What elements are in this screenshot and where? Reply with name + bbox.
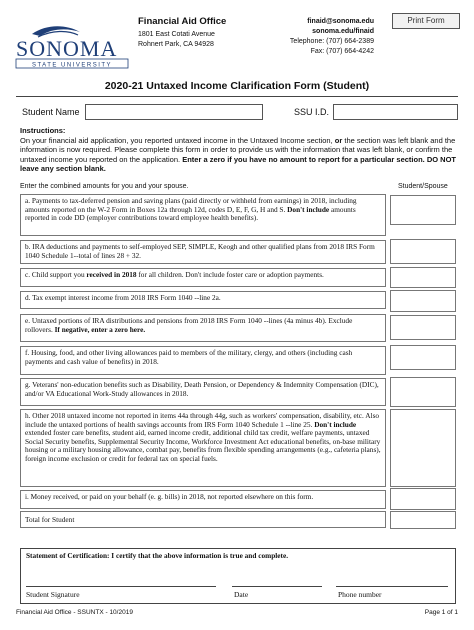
ssu-id-label: SSU I.D. — [294, 107, 330, 117]
item-e: e. Untaxed portions of IRA distributions and pensions from 2018 IRS Form 1040 --lines (4a minus 4b). Exclude rollovers. If negative, enter a zero here. — [20, 314, 386, 342]
telephone: Telephone: (707) 664-2389 — [289, 38, 374, 45]
amount-input-c[interactable] — [390, 267, 456, 288]
student-name-label: Student Name — [22, 107, 80, 117]
phone-line[interactable] — [336, 586, 448, 587]
fax: Fax: (707) 664-4242 — [310, 48, 374, 55]
svg-text:SONOMA: SONOMA — [16, 36, 118, 61]
amount-total[interactable] — [390, 511, 456, 529]
item-f: f. Housing, food, and other living allowances paid to members of the military, clergy, and others (including cash payments and cash value of benefits) in 2018. — [20, 346, 386, 375]
item-c: c. Child support you received in 2018 for all children. Don't include foster care or adoption payments. — [20, 268, 386, 287]
item-i: i. Money received, or paid on your behalf (e. g. bills) in 2018, not reported elsewhere on this form. — [20, 490, 386, 509]
date-label: Date — [234, 590, 249, 599]
amount-input-d[interactable] — [390, 290, 456, 312]
wave-icon — [32, 26, 80, 36]
amount-input-g[interactable] — [390, 377, 456, 407]
ssu-id-field[interactable] — [333, 104, 458, 120]
item-h: h. Other 2018 untaxed income not reported in items 44a through 44g, such as workers' compensation, disability, etc. Also include the untaxed portions of health savings accounts from IRS Form 1040 Schedule 1 --line 25. Don't include extended foster care benefits, student aid, earned income credit, additional child tax credit, welfare payments, untaxed Social Security benefits, Supplemental Security Income, Workforce Investment Act educational benefits, on-base military housing or a military housing allowance, combat pay, benefits from flexible spending arrangements (e.g., cafeteria plans), foreign income exclusion or credit for federal tax on special fuels. — [20, 409, 386, 487]
svg-text:STATE UNIVERSITY: STATE UNIVERSITY — [31, 62, 113, 69]
title-divider — [16, 96, 458, 97]
certification-statement: Statement of Certification: I certify that the above information is true and complete. — [26, 551, 289, 560]
item-a: a. Payments to tax-deferred pension and saving plans (paid directly or withheld from earnings) in 2018, including amounts reported on the W-2 Form in Boxes 12a through 12d, codes D, E, F, G, H and S. Don't include amounts reported in code DD (employer contributions toward employee health benefits). — [20, 194, 386, 236]
amount-input-i[interactable] — [390, 488, 456, 510]
form-title: 2020-21 Untaxed Income Clarification Form (Student) — [104, 80, 370, 92]
phone-label: Phone number — [338, 590, 382, 599]
print-form-button[interactable]: Print Form — [392, 13, 460, 29]
amount-input-b[interactable] — [390, 239, 456, 264]
amount-input-e[interactable] — [390, 315, 456, 340]
enter-combined-label: Enter the combined amounts for you and your spouse. — [20, 183, 189, 190]
instructions-text: On your financial aid application, you reported untaxed income in the Untaxed Income section, or the section was left blank and the information is now required. Please complete this form in order to provide us with the information that was left blank, or confirm the untaxed income you reported on the application. Enter a zero if you have no amount to report for a particular section. DO NOT leave any section blank. — [20, 136, 456, 174]
amount-input-h[interactable] — [390, 409, 456, 487]
footer-form-id: Financial Aid Office - SSUNTX - 10/2019 — [16, 609, 133, 616]
email[interactable]: finaid@sonoma.edu — [307, 18, 374, 25]
item-d: d. Tax exempt interest income from 2018 IRS Form 1040 --line 2a. — [20, 291, 386, 309]
sonoma-state-logo — [14, 22, 134, 70]
signature-label: Student Signature — [26, 590, 80, 599]
date-line[interactable] — [232, 586, 322, 587]
signature-line[interactable] — [26, 586, 216, 587]
office-title: Financial Aid Office — [138, 16, 227, 27]
student-spouse-header: Student/Spouse — [398, 183, 448, 190]
student-name-field[interactable] — [85, 104, 263, 120]
item-b: b. IRA deductions and payments to self-employed SEP, SIMPLE, Keogh and other qualified plans from 2018 IRS Form 1040 Schedule 1--total of lines 28 + 32. — [20, 240, 386, 264]
address-line-1: 1801 East Cotati Avenue — [138, 31, 215, 38]
amount-input-f[interactable] — [390, 345, 456, 370]
instructions-heading: Instructions: — [20, 126, 66, 135]
address-line-2: Rohnert Park, CA 94928 — [138, 41, 214, 48]
item-g: g. Veterans' non-education benefits such as Disability, Death Pension, or Dependency & Indemnity Compensation (DIC), and/or VA Educational Work-Study allowances in 2018. — [20, 378, 386, 406]
total-row: Total for Student — [20, 511, 386, 528]
footer-page-number: Page 1 of 1 — [424, 609, 458, 616]
amount-input-a[interactable] — [390, 195, 456, 225]
website[interactable]: sonoma.edu/finaid — [312, 28, 374, 35]
